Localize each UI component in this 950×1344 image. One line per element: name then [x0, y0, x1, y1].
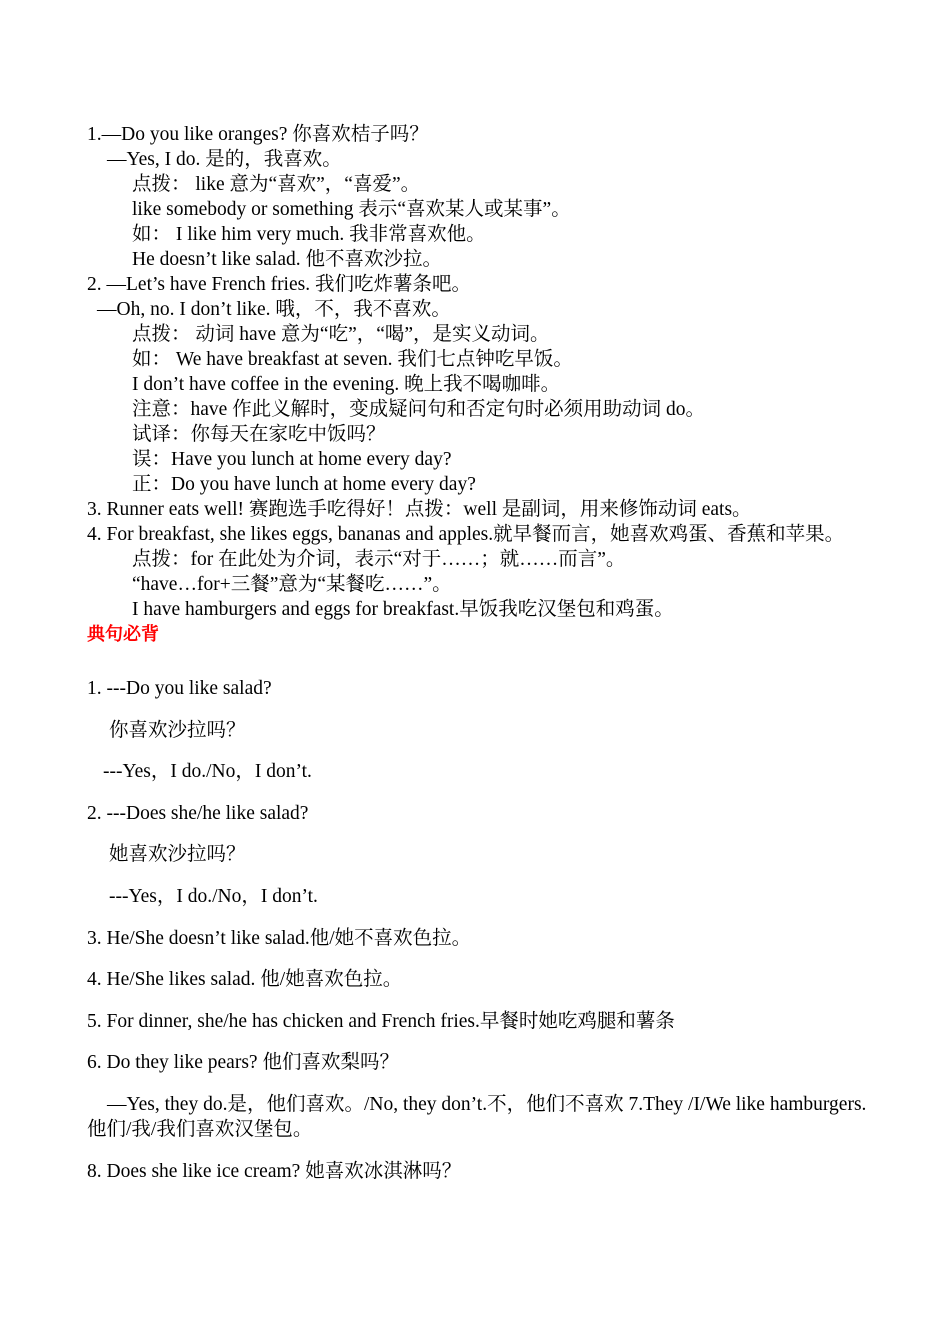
note-line: 点拨： like 意为“喜欢”，“喜爱”。: [132, 174, 421, 195]
sentence-line: ---Yes，I do./No，I don’t.: [103, 761, 312, 783]
note-line: “have…for+三餐”意为“某餐吃……”。: [132, 574, 452, 595]
sentence-line: 她喜欢沙拉吗？: [109, 844, 246, 866]
sentence-line: 5. For dinner, she/he has chicken and French fries.早餐时她吃鸡腿和薯条: [87, 1010, 675, 1032]
note-line: 正：Do you have lunch at home every day?: [132, 474, 476, 495]
section-heading: 典句必背: [87, 624, 159, 645]
sentence-line: 你喜欢沙拉吗？: [109, 719, 246, 741]
spacer: [87, 647, 867, 676]
note-line: —Yes, I do. 是的，我喜欢。: [107, 149, 342, 170]
document-page: [87, 122, 867, 1200]
note-line: 点拨：for 在此处为介词，表示“对于……；就……而言”。: [132, 549, 626, 570]
note-line: 点拨： 动词 have 意为“吃”，“喝”，是实义动词。: [132, 324, 550, 345]
sentence-line: 8. Does she like ice cream? 她喜欢冰淇淋吗？: [87, 1160, 462, 1182]
note-line: —Oh, no. I don’t like. 哦，不，我不喜欢。: [97, 299, 451, 320]
note-line: 试译：你每天在家吃中饭吗？: [132, 424, 386, 445]
sentence-line: 6. Do they like pears? 他们喜欢梨吗？: [87, 1052, 399, 1074]
sentence-text: —Yes, they do.是，他们喜欢。/No, they don’t.不，他们不喜欢 7.They /I/We like hamburgers.他们/我/我们喜欢汉堡包。: [87, 1093, 867, 1140]
sentence-line: ---Yes，I do./No，I don’t.: [109, 885, 318, 907]
note-line: 如： We have breakfast at seven. 我们七点钟吃早饭。: [132, 349, 573, 370]
sentence-line: 2. ---Does she/he like salad?: [87, 802, 309, 824]
note-line: 1.—Do you like oranges? 你喜欢桔子吗？: [87, 124, 429, 145]
sentence-line: [87, 1092, 867, 1142]
note-line: 3. Runner eats well! 赛跑选手吃得好！点拨：well 是副词，用来修饰动词 eats。: [87, 499, 752, 520]
note-line: I don’t have coffee in the evening. 晚上我不喝咖啡。: [132, 374, 561, 395]
note-line: 4. For breakfast, she likes eggs, bananas and apples.就早餐而言，她喜欢鸡蛋、香蕉和苹果。: [87, 524, 845, 545]
sentence-line: 4. He/She likes salad. 他/她喜欢色拉。: [87, 969, 403, 991]
note-line: 注意：have 作此义解时，变成疑问句和否定句时必须用助动词 do。: [132, 399, 706, 420]
sentence-line: 3. He/She doesn’t like salad.他/她不喜欢色拉。: [87, 927, 472, 949]
note-line: 2. —Let’s have French fries. 我们吃炸薯条吧。: [87, 274, 471, 295]
note-line: 如： I like him very much. 我非常喜欢他。: [132, 224, 486, 245]
note-line: 误：Have you lunch at home every day?: [132, 449, 452, 470]
note-line: I have hamburgers and eggs for breakfast.早饭我吃汉堡包和鸡蛋。: [132, 599, 674, 620]
note-line: like somebody or something 表示“喜欢某人或某事”。: [132, 199, 571, 220]
note-line: He doesn’t like salad. 他不喜欢沙拉。: [132, 249, 442, 270]
sentence-line: 1. ---Do you like salad?: [87, 678, 272, 699]
